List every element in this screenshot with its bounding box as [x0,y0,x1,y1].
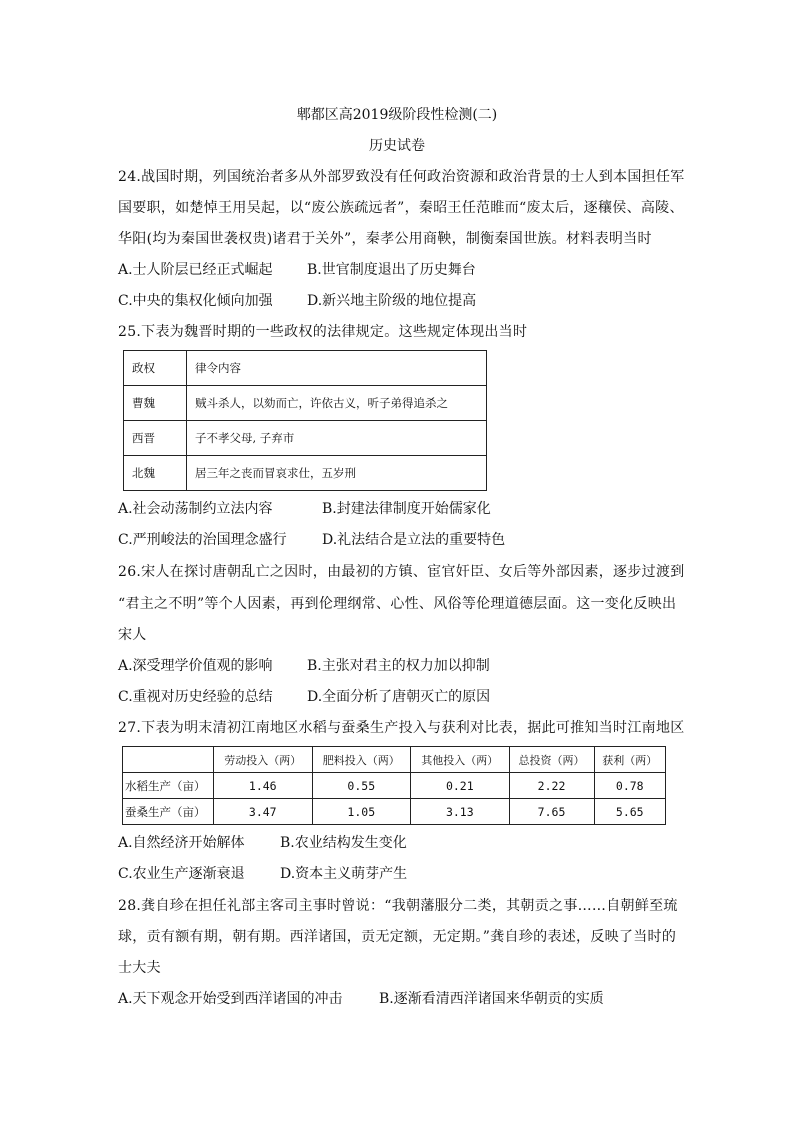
table-cell: 0.55 [312,773,411,799]
q27-option-a: A.自然经济开始解体 [118,835,245,851]
q25-stem: 25.下表为魏晋时期的一些政权的法律规定。这些规定体现出当时 [118,324,528,340]
table-cell: 5.65 [594,799,665,825]
table-header-cell: 总投资（两） [509,747,594,773]
q26-option-b: B.主张对君主的权力加以抑制 [307,658,490,674]
q26-line-2: “君主之不明”等个人因素，再到伦理纲常、心性、风俗等伦理道德层面。这一变化反映出 [118,596,677,612]
table-header-cell: 政权 [124,351,187,386]
table-cell: 贼斗杀人，以劾而亡，许依古义，听子弟得追杀之 [187,386,487,421]
table-header-cell: 律令内容 [187,351,487,386]
table-row [124,351,487,386]
q26-option-d: D.全面分析了唐朝灭亡的原因 [307,689,491,705]
q28-line-3: 士大夫 [118,960,161,976]
table-row [124,386,487,421]
q26-line-1: 26.宋人在探讨唐朝乱亡之因时，由最初的方镇、宦官奸臣、女后等外部因素，逐步过渡到 [118,564,685,580]
q28-line-2: 球，贡有额有期，朝有期。西洋诸国，贡无定额，无定期。”龚自珍的表述，反映了当时的 [118,929,677,945]
q27-production-table [122,746,666,825]
q28-option-a: A.天下观念开始受到西洋诸国的冲击 [118,991,343,1007]
table-row [124,421,487,456]
table-cell: 1.05 [312,799,411,825]
q25-option-a: A.社会动荡制约立法内容 [118,501,273,517]
table-cell: 北魏 [124,456,187,491]
table-cell: 曹魏 [124,386,187,421]
q26-option-a: A.深受理学价值观的影响 [118,658,273,674]
table-row [123,773,666,799]
table-row [123,747,666,773]
table-row [123,799,666,825]
table-header-cell: 劳动投入（两） [214,747,313,773]
q24-option-c: C.中央的集权化倾向加强 [118,293,273,309]
table-header-cell [123,747,214,773]
q25-option-d: D.礼法结合是立法的重要特色 [322,532,506,548]
q25-law-table [123,350,487,491]
q27-stem: 27.下表为明末清初江南地区水稻与蚕桑生产投入与获利对比表，据此可推知当时江南地区 [118,720,685,736]
table-cell: 7.65 [509,799,594,825]
q24-line-3: 华阳(均为秦国世袭权贵)诸君于关外”，秦孝公用商鞅，制衡秦国世族。材料表明当时 [118,231,652,247]
q26-line-3: 宋人 [118,627,147,643]
table-cell: 2.22 [509,773,594,799]
q27-option-c: C.农业生产逐渐衰退 [118,866,245,882]
table-cell: 西晋 [124,421,187,456]
q27-option-b: B.农业结构发生变化 [280,835,407,851]
table-cell: 0.21 [411,773,510,799]
table-row-label: 蚕桑生产（亩） [123,799,214,825]
table-cell: 3.47 [214,799,313,825]
exam-subtitle: 历史试卷 [369,138,425,154]
q27-option-d: D.资本主义萌芽产生 [280,866,408,882]
table-cell: 3.13 [411,799,510,825]
exam-title: 郫都区高2019级阶段性检测(二) [296,107,498,123]
table-cell: 子不孝父母, 子弃市 [187,421,487,456]
q28-line-1: 28.龚自珍在担任礼部主客司主事时曾说：“我朝藩服分二类，其朝贡之事……自朝鲜至琉 [118,898,678,914]
q28-option-b: B.逐渐看清西洋诸国来华朝贡的实质 [379,991,604,1007]
q25-option-c: C.严刑峻法的治国理念盛行 [118,532,287,548]
q26-option-c: C.重视对历史经验的总结 [118,689,273,705]
q25-option-b: B.封建法律制度开始儒家化 [322,501,491,517]
table-row-label: 水稻生产（亩） [123,773,214,799]
q24-line-1: 24.战国时期，列国统治者多从外部罗致没有任何政治资源和政治背景的士人到本国担任军 [118,169,685,185]
table-header-cell: 肥料投入（两） [312,747,411,773]
table-cell: 0.78 [594,773,665,799]
table-row [124,456,487,491]
table-header-cell: 获利（两） [594,747,665,773]
q24-option-a: A.士人阶层已经正式崛起 [118,262,273,278]
q24-option-b: B.世官制度退出了历史舞台 [307,262,476,278]
table-cell: 1.46 [214,773,313,799]
table-cell: 居三年之丧而冒哀求仕，五岁刑 [187,456,487,491]
q24-line-2: 国要职，如楚悼王用吴起，以“废公族疏远者”，秦昭王任范睢而“废太后，逐穰侯、高陵、 [118,200,684,216]
q24-option-d: D.新兴地主阶级的地位提高 [307,293,477,309]
table-header-cell: 其他投入（两） [411,747,510,773]
